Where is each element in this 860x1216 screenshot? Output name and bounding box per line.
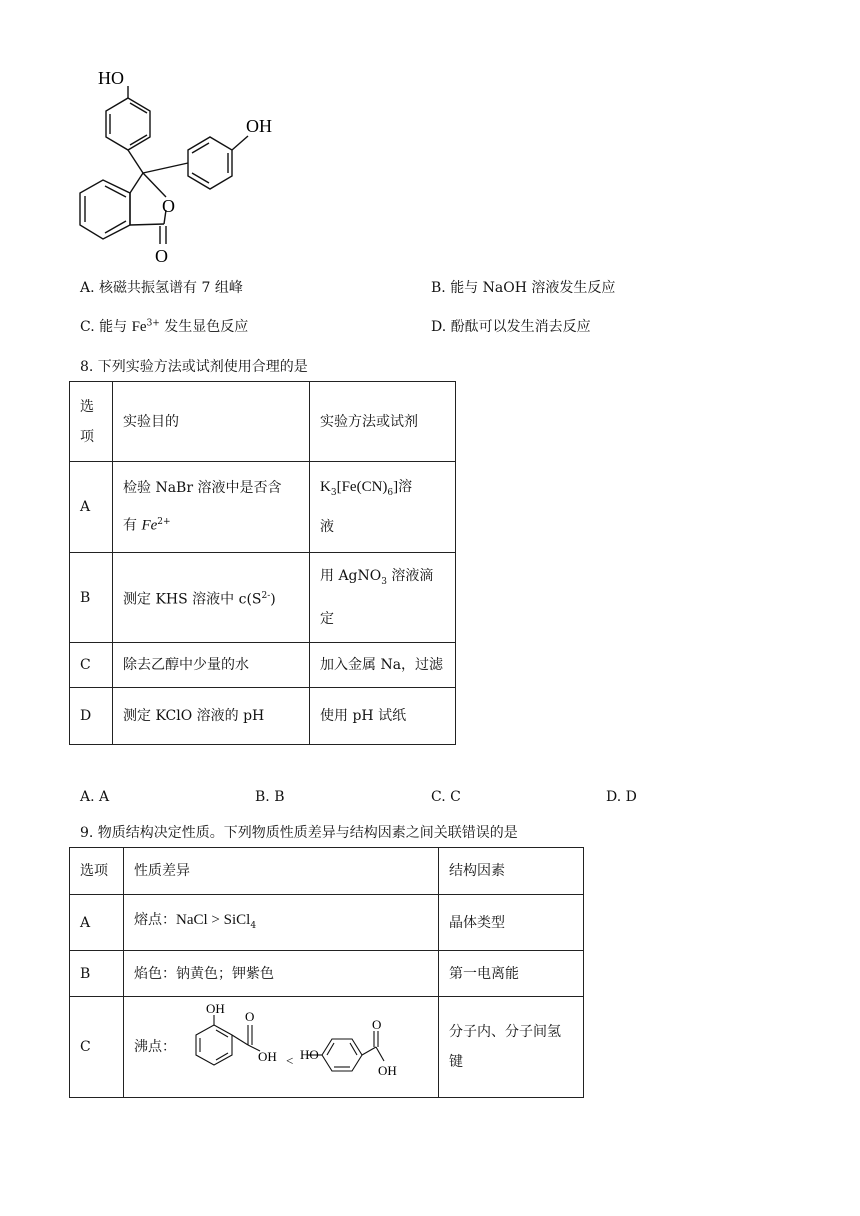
q9-header-option: 选项: [70, 848, 124, 895]
q8-row-d-purpose: 测定 KClO 溶液的 pH: [113, 688, 310, 745]
q9-row-a-difference: [124, 895, 439, 951]
q9-row-c-factor-line2: 键: [449, 1054, 463, 1070]
q8-row-d-label: D: [70, 688, 113, 745]
q8-row-a-purpose: [113, 462, 310, 553]
ring-o-label: O: [162, 196, 175, 216]
q9-row-c-factor: [439, 997, 584, 1098]
q8-header-option-2: 项: [80, 428, 94, 445]
q9-header-difference: 性质差异: [124, 848, 439, 895]
q8-row-a-method: [310, 462, 456, 553]
q8-row-c-label: C: [70, 643, 113, 688]
mol2-oh: OH: [378, 1063, 397, 1078]
mol1-oh: OH: [206, 1001, 225, 1016]
q9-row-c-prefix: 沸点：: [134, 1039, 176, 1055]
q8-row-a-method-line2: 液: [320, 518, 334, 535]
q8-header-method: 实验方法或试剂: [310, 382, 456, 462]
mol2-ho: HO: [300, 1047, 319, 1062]
fe-charge: 3+: [146, 318, 160, 329]
q8-stem: 8. 下列实验方法或试剂使用合理的是: [80, 359, 308, 375]
q8-row-c-purpose: 除去乙醇中少量的水: [113, 643, 310, 688]
q9-row-b-label: B: [70, 951, 124, 997]
q9-row-a-factor: 晶体类型: [439, 895, 584, 951]
q9-table: [69, 847, 584, 1098]
phenolphthalein-structure: [70, 62, 290, 267]
q8-row-b-purpose-text: 测定 KHS 溶液中 c(S: [123, 591, 262, 608]
q9-row-a-label: A: [70, 895, 124, 951]
q8-choice-a[interactable]: A. A: [80, 789, 110, 805]
mol2-o: O: [372, 1017, 382, 1032]
cl-subscript: 4: [250, 920, 257, 931]
q8-row-c-method: 加入金属 Na，过滤: [310, 643, 456, 688]
q7-option-c[interactable]: [80, 316, 248, 336]
q8-row-b-method-line2: 定: [320, 611, 334, 628]
s-charge: 2-: [261, 590, 271, 601]
q8-table: [69, 381, 456, 745]
q7-option-d[interactable]: D. 酚酞可以发生消去反应: [431, 319, 591, 335]
k-subscript: 3: [330, 487, 337, 498]
q9-row-c-difference: [124, 997, 439, 1098]
table-row: [70, 462, 456, 553]
q8-header-option-1: 选: [80, 398, 94, 415]
q9-row-c-factor-line1: 分子内、分子间氢: [449, 1024, 561, 1040]
q7-option-b[interactable]: B. 能与 NaOH 溶液发生反应: [431, 280, 616, 296]
carbonyl-o-label: O: [155, 246, 168, 266]
boiling-point-comparison: [174, 1001, 414, 1093]
bracket-close: ]: [393, 479, 399, 496]
q9-row-b-factor: 第一电离能: [439, 951, 584, 997]
fe-cn-group: [Fe(CN): [336, 479, 388, 496]
q8-choice-c[interactable]: C. C: [431, 789, 461, 805]
q8-row-b-purpose-close: ): [270, 591, 276, 608]
q9-row-c-label: C: [70, 997, 124, 1098]
fe-ion-italic: Fe: [141, 517, 158, 534]
q8-row-b-method-line1-tail: 溶液滴: [386, 567, 434, 584]
q7-option-c-prefix: C. 能与: [80, 319, 132, 335]
q8-row-a-method-tail: 溶: [398, 479, 413, 496]
q7-option-a[interactable]: A. 核磁共振氢谱有 7 组峰: [80, 280, 243, 296]
table-row: [70, 951, 584, 997]
less-than: <: [286, 1053, 294, 1068]
table-row: [70, 643, 456, 688]
fe-charge-2: 2+: [157, 517, 171, 528]
oh-right-label: OH: [246, 116, 272, 136]
q8-row-b-method-line1: 用 AgNO: [320, 567, 382, 584]
q8-row-b-method: [310, 553, 456, 643]
q9-row-a-prefix: 熔点：: [134, 911, 176, 928]
q8-row-a-label: A: [70, 462, 113, 553]
q7-option-c-suffix: 发生显色反应: [159, 319, 249, 335]
fe-ion: Fe: [131, 319, 147, 335]
q8-header-option: [70, 382, 113, 462]
table-row: [70, 895, 584, 951]
cn-subscript: 6: [387, 487, 394, 498]
q8-row-a-purpose-line1: 检验 NaBr 溶液中是否含: [123, 480, 282, 497]
no3-subscript: 3: [381, 576, 387, 587]
q8-row-b-purpose: [113, 553, 310, 643]
q8-row-d-method: 使用 pH 试纸: [310, 688, 456, 745]
q8-choice-b[interactable]: B. B: [255, 789, 285, 805]
table-row: [70, 553, 456, 643]
mol1-oh2: OH: [258, 1049, 277, 1064]
q9-stem: 9. 物质结构决定性质。下列物质性质差异与结构因素之间关联错误的是: [80, 825, 518, 841]
table-row: [70, 688, 456, 745]
nacl-sicl: NaCl > SiCl: [176, 911, 251, 928]
q9-header-factor: 结构因素: [439, 848, 584, 895]
q9-row-b-difference: 焰色：钠黄色；钾紫色: [124, 951, 439, 997]
table-row: [70, 997, 584, 1098]
q8-row-a-purpose-line2: 有: [123, 517, 142, 534]
q8-header-purpose: 实验目的: [113, 382, 310, 462]
oh-top-label: HO: [98, 68, 124, 88]
q8-choice-d[interactable]: D. D: [606, 789, 637, 805]
mol1-o: O: [245, 1009, 255, 1024]
k-symbol: K: [320, 479, 331, 496]
q8-row-b-label: B: [70, 553, 113, 643]
